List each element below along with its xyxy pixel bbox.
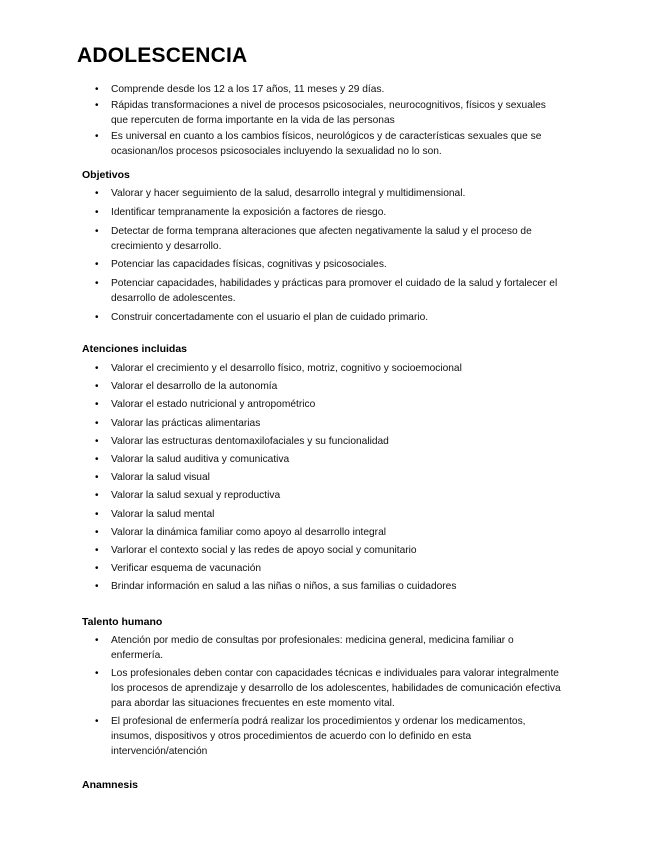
list-item: • Valorar el estado nutricional y antropométrico (93, 397, 563, 412)
list-item: • Identificar tempranamente la exposición a factores de riesgo. (93, 205, 563, 220)
intro-list (93, 82, 563, 160)
list-item: • Verificar esquema de vacunación (93, 561, 563, 576)
list-item: • Varlorar el contexto social y las redes de apoyo social y comunitario (93, 543, 563, 558)
list-item: • Brindar información en salud a las niñas o niños, a sus familias o cuidadores (93, 579, 563, 594)
atenciones-list (93, 361, 563, 597)
list-item: • Es universal en cuanto a los cambios físicos, neurológicos y de características sexuales que se ocasionan/los procesos psicosociales incluyendo la sexualidad no lo son. (93, 129, 563, 159)
section-heading-talento: Talento humano (82, 616, 163, 628)
list-item: • Valorar las prácticas alimentarias (93, 416, 563, 431)
list-item: • Rápidas transformaciones a nivel de procesos psicosociales, neurocognitivos, físicos y sexuales que repercuten de forma importante en la vida de las personas (93, 98, 563, 128)
section-heading-atenciones: Atenciones incluidas (82, 343, 188, 355)
list-item: • Los profesionales deben contar con capacidades técnicas e individuales para valorar integralmente los procesos de aprendizaje y desarrollo de los adolescentes, habilidades de comunicación efectiva para abordar las situaciones frecuentes en este momento vital. (93, 666, 563, 711)
list-item: • Valorar la salud auditiva y comunicativa (93, 452, 563, 467)
list-item: • Atención por medio de consultas por profesionales: medicina general, medicina familiar o enfermería. (93, 633, 563, 663)
page-title: ADOLESCENCIA (77, 44, 248, 67)
list-item: • Construir concertadamente con el usuario el plan de cuidado primario. (93, 310, 563, 325)
section-heading-anamnesis: Anamnesis (82, 779, 139, 791)
list-item: • El profesional de enfermería podrá realizar los procedimientos y ordenar los medicamentos, insumos, dispositivos y otros procedimientos de acuerdo con lo definido en esta intervención/atención (93, 714, 563, 759)
list-item: • Valorar la dinámica familiar como apoyo al desarrollo integral (93, 525, 563, 540)
list-item: • Valorar el desarrollo de la autonomía (93, 379, 563, 394)
list-item: • Potenciar las capacidades físicas, cognitivas y psicosociales. (93, 257, 563, 272)
talento-list (93, 633, 563, 763)
list-item: • Comprende desde los 12 a los 17 años, 11 meses y 29 días. (93, 82, 563, 97)
objetivos-list (93, 186, 563, 329)
list-item: • Valorar la salud visual (93, 470, 563, 485)
list-item: • Valorar las estructuras dentomaxilofaciales y su funcionalidad (93, 434, 563, 449)
list-item: • Valorar la salud sexual y reproductiva (93, 488, 563, 503)
list-item: • Detectar de forma temprana alteraciones que afecten negativamente la salud y el proceso de crecimiento y desarrollo. (93, 224, 563, 254)
list-item: • Valorar y hacer seguimiento de la salud, desarrollo integral y multidimensional. (93, 186, 563, 201)
list-item: • Valorar la salud mental (93, 507, 563, 522)
list-item: • Valorar el crecimiento y el desarrollo físico, motriz, cognitivo y socioemocional (93, 361, 563, 376)
list-item: • Potenciar capacidades, habilidades y prácticas para promover el cuidado de la salud y fortalecer el desarrollo de adolescentes. (93, 276, 563, 306)
section-heading-objetivos: Objetivos (82, 169, 130, 181)
